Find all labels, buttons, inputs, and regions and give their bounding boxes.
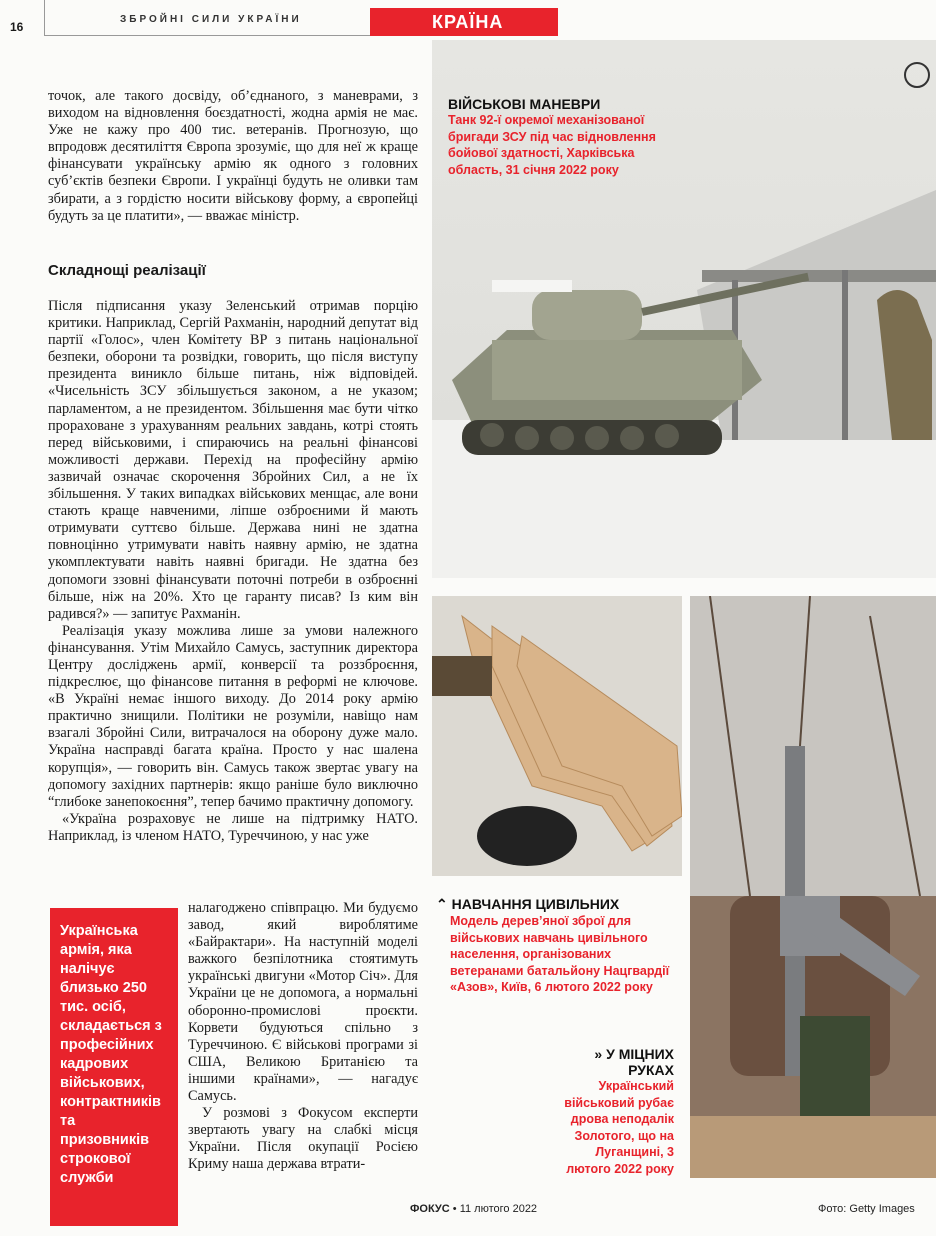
rifle-image <box>690 596 936 1178</box>
intro-paragraph: точок, але такого досвіду, об’єднаного, з маневрами, з виходом на відновлення боєздатності, жодна армія не має. Уже не кажу про 400 тис. ветеранів. Прогнозую, що впродовж десятиліття Європа зрозуміє, що для неї ж краще фінансувати українську армію як одного з головних суб’єктів безпеки Європи. І українці будуть не оливки там збирати, а з гордістю носити військову форму, а європейці будуть за це платити», — вважає міністр. <box>48 88 418 224</box>
subheading: Складнощі реалізації <box>48 262 206 279</box>
pull-quote: Українська армія, яка налічує близько 250 тис. осіб, складається з професійних кадрових військових, контрактників та призовників строкової служби <box>50 908 178 1226</box>
magazine-name: ФОКУС <box>410 1203 450 1215</box>
paragraph-1: Після підписання указу Зеленський отримав порцію критики. Наприклад, Сергій Рахманін, народний депутат від партії «Голос», член Комітету ВР з питань національної безпеки, оборони та розвідки, говорить, що після виступу президента виникло більше питань, ніж відповідей. «Чисельність ЗСУ збільшується законом, а не указом; парламентом, а не президентом. Збільшення має бути чітко прораховане з урахуванням реальних завдань, котрі стоять перед військовими, і спираючись на реальні фінансові можливості держави. Перехід на професійну армію зазвичай означає скорочення Збройних Сил, а не їх збільшення. У таких випадках військових менщає, але вони стають краще навченими, ліпше озброєними й мають отримувати суттєво більше. Держава нині не здатна повноцінно утримувати навіть наявну армію, не здатна укомплектувати навіть наявні бригади. Не здатна без допомоги ззовні фінансувати поточні потреби в озброєнні більше, ніж на 20%. Хто це гаранту писав? Із ким він радився?» — запитує Рахманін. <box>48 298 418 622</box>
section-title: ЗБРОЙНІ СИЛИ УКРАЇНИ <box>120 14 302 25</box>
caption-title-text: У МІЦНИХ РУКАХ <box>606 1046 674 1078</box>
article-body <box>48 298 418 845</box>
caption-text: Модель дерев’яної зброї для військових навчань цивільного населення, організованих ветеранами батальйону Нацгвардії «Азов», Київ, 6 лютого 2022 року <box>450 914 670 994</box>
photo-credit: Фото: Getty Images <box>818 1203 915 1215</box>
caption-civilian-training <box>436 896 686 996</box>
chevron-up-icon: ⌃ <box>436 896 448 912</box>
caption-title-text: НАВЧАННЯ ЦИВІЛЬНИХ <box>451 896 620 912</box>
caption-text: Український військовий рубає дрова неподалік Золотого, що на Луганщині, 3 лютого 2022 року <box>564 1079 674 1176</box>
section-tag: КРАЇНА <box>370 8 558 36</box>
caption-title: ВІЙСЬКОВІ МАНЕВРИ <box>448 96 601 112</box>
caption-title <box>436 896 686 913</box>
double-chevron-right-icon: » <box>594 1046 603 1062</box>
caption-maneuvers <box>448 96 678 178</box>
page-number: 16 <box>10 20 24 34</box>
page-header <box>0 0 936 38</box>
footer-magazine <box>410 1203 537 1215</box>
wooden-guns-photo <box>432 596 682 876</box>
paragraph-3b: налагоджено співпрацю. Ми будуємо завод, який вироблятиме «Байрактари». На наступній моделі важкого безпілотника стоятимуть українські двигуни «Мотор Січ». Для України це не допомога, а нормальні оборонно-промислові проєкти. Корвети будуються спільно з Туреччиною. Є військові програми зі США, Великою Британією та іншими країнами», — нагадує Самусь. <box>188 900 418 1105</box>
header-divider <box>44 0 45 36</box>
paragraph-3: «Україна розраховує не лише на підтримку НАТО. Наприклад, із членом НАТО, Туреччиною, у нас уже <box>48 810 418 844</box>
caption-text: Танк 92-ї окремої механізованої бригади ЗСУ під час відновлення бойової здатності, Харківська область, 31 січня 2022 року <box>448 113 656 177</box>
paragraph-4: У розмові з Фокусом експерти звертають увагу на слабкі місця України. Після окупації Росією Криму наша держава втрати- <box>188 1105 418 1173</box>
wooden-guns-image <box>432 596 682 876</box>
paragraph-2: Реалізація указу можлива лише за умови належного фінансування. Утім Михайло Самусь, заступник директора Центру досліджень армії, конверсії та роззброєння, підкреслює, що фінансове питання в реформі не ключове. «В Україні немає іншого виходу. До 2014 року армію практично знищили. Політики не розуміли, навіщо нам взагалі Збройні Сили, витрачалося на оборону дуже мало. Україна насправді багата країна. Просто у нас шалена корупція», — говорить він. Самусь також звертає увагу на допомогу західних партнерів: якщо раніше було виключно “глибоке занепокоєння”, тепер бачимо практичну допомогу. <box>48 622 418 810</box>
caption-title <box>546 1046 674 1078</box>
header-rule <box>44 35 370 36</box>
rifle-photo <box>690 596 936 1178</box>
article-body-narrow <box>188 900 418 1174</box>
article-intro <box>48 88 418 225</box>
issue-date: • 11 лютого 2022 <box>452 1203 538 1215</box>
caption-strong-hands <box>546 1046 674 1177</box>
